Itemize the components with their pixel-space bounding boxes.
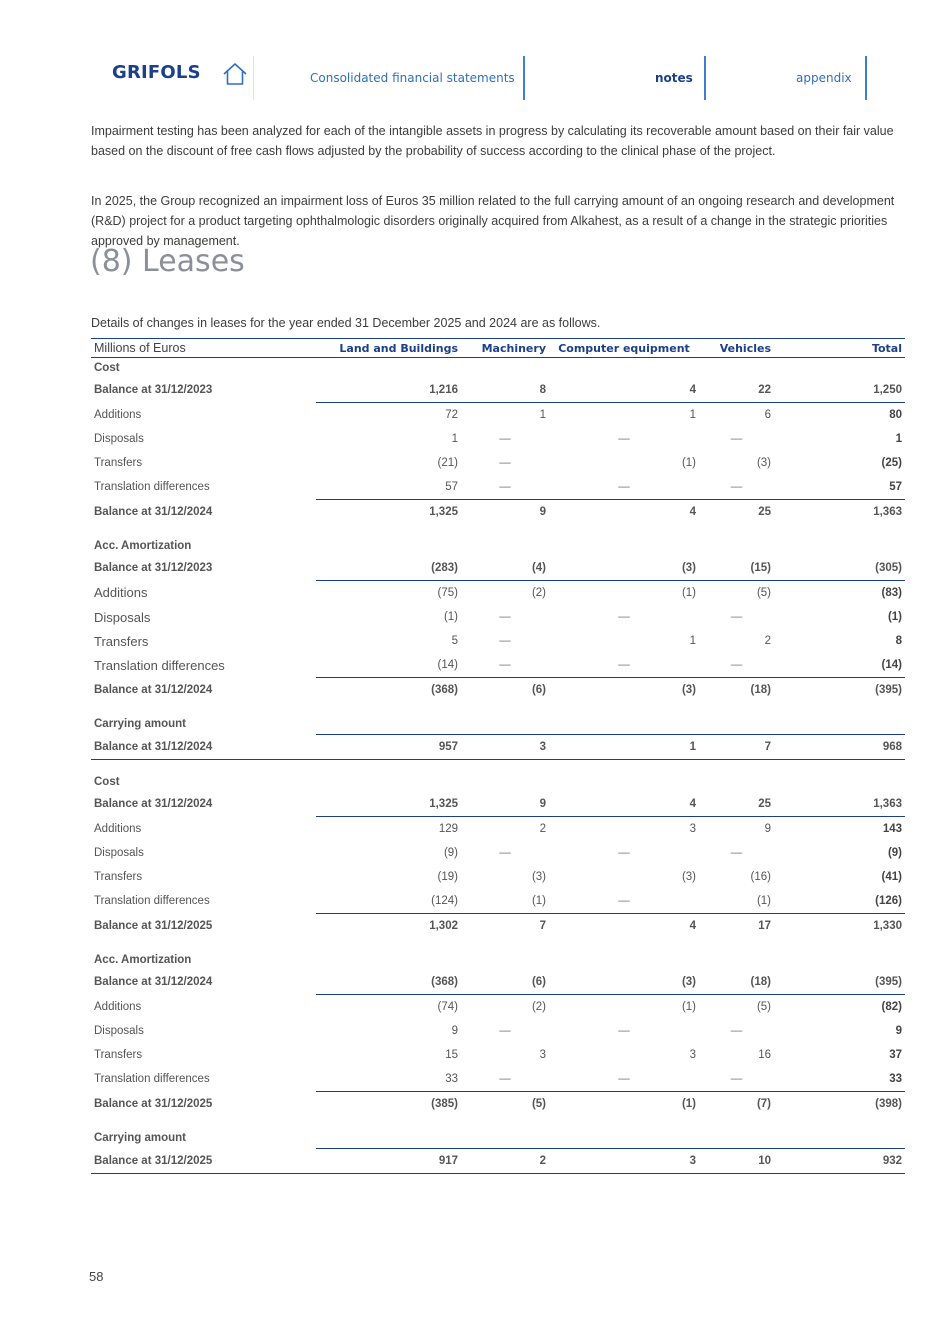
table-row <box>91 1067 905 1092</box>
empty-cell <box>461 358 549 379</box>
value-cell: — <box>730 481 743 493</box>
row-label: Disposals <box>94 1025 144 1037</box>
empty-cell <box>461 714 549 735</box>
value-cell: (368) <box>316 678 461 703</box>
empty-cell <box>316 536 461 556</box>
value-cell: (3) <box>549 970 699 995</box>
row-label: Transfers <box>94 633 149 649</box>
value-cell: (368) <box>316 970 461 995</box>
value-cell: 25 <box>699 500 774 525</box>
row-label: Translation differences <box>94 657 225 673</box>
empty-cell <box>316 772 461 792</box>
section-header-row <box>91 950 905 970</box>
total-cell: (126) <box>875 895 902 907</box>
value-cell: (18) <box>699 678 774 703</box>
value-cell: 4 <box>549 792 699 817</box>
total-cell: (41) <box>881 871 902 883</box>
value-cell: 1 <box>549 735 699 760</box>
value-cell: — <box>618 481 630 493</box>
row-label: Balance at 31/12/2024 <box>91 735 316 760</box>
value-cell: 9 <box>461 500 549 525</box>
row-label: Balance at 31/12/2025 <box>91 1149 316 1174</box>
row-label: Additions <box>94 1000 142 1013</box>
total-cell: 9 <box>895 1025 902 1037</box>
table-spacer <box>91 938 905 950</box>
section-header-row <box>91 536 905 556</box>
value-cell: — <box>499 481 511 493</box>
table-row <box>91 792 905 817</box>
total-cell: (305) <box>774 556 905 581</box>
total-cell: (83) <box>881 587 902 599</box>
value-cell: 17 <box>699 914 774 939</box>
value-cell: 33 <box>445 1073 458 1085</box>
value-cell: — <box>618 611 630 623</box>
value-cell: 1 <box>451 433 458 445</box>
total-cell: 143 <box>882 823 902 835</box>
table-row <box>91 914 905 939</box>
home-icon[interactable] <box>222 62 248 86</box>
column-header: Vehicles <box>699 339 774 358</box>
empty-cell <box>549 714 699 735</box>
row-label: Balance at 31/12/2025 <box>94 919 213 932</box>
empty-cell <box>699 358 774 379</box>
value-cell: 57 <box>445 481 458 493</box>
empty-cell <box>549 1128 699 1149</box>
row-label: Transfers <box>94 1049 143 1061</box>
total-cell: 33 <box>889 1073 902 1085</box>
value-cell: 3 <box>549 1149 699 1174</box>
value-cell: — <box>730 1073 743 1085</box>
spacer-cell <box>91 702 905 714</box>
value-cell: — <box>499 635 511 647</box>
total-cell: 1,363 <box>774 500 905 525</box>
spacer-cell <box>91 760 905 773</box>
value-cell: (5) <box>756 1001 771 1013</box>
value-cell: — <box>730 433 743 445</box>
empty-cell <box>774 536 905 556</box>
value-cell: (3) <box>756 457 771 469</box>
value-cell: (1) <box>681 1001 696 1013</box>
row-label: Translation differences <box>94 1073 210 1086</box>
value-cell: (1) <box>681 587 696 599</box>
value-cell: (6) <box>461 970 549 995</box>
value-cell: 7 <box>461 914 549 939</box>
row-label: Balance at 31/12/2024 <box>94 976 213 989</box>
total-cell: (395) <box>774 678 905 703</box>
table-spacer <box>91 702 905 714</box>
value-cell: (1) <box>756 895 771 907</box>
table-row <box>91 678 905 703</box>
value-cell: 16 <box>758 1049 771 1061</box>
nav-consolidated-financial-statements[interactable]: Consolidated financial statements <box>310 71 515 85</box>
total-cell: 932 <box>774 1149 905 1174</box>
row-label: Disposals <box>94 433 144 445</box>
total-cell: 1 <box>895 433 902 445</box>
section-header-row <box>91 772 905 792</box>
value-cell: 129 <box>438 823 458 835</box>
empty-cell <box>774 950 905 970</box>
row-label: Balance at 31/12/2023 <box>94 562 213 575</box>
table-row <box>91 889 905 914</box>
page-number: 58 <box>89 1269 104 1284</box>
value-cell: 22 <box>699 378 774 403</box>
row-label: Transfers <box>94 457 143 469</box>
value-cell: 3 <box>539 1049 546 1061</box>
value-cell: 1,302 <box>316 914 461 939</box>
value-cell: 2 <box>539 823 546 835</box>
table-row <box>91 865 905 889</box>
empty-cell <box>699 1128 774 1149</box>
value-cell: — <box>618 1073 630 1085</box>
grifols-logo[interactable]: GRIFOLS <box>112 62 201 83</box>
table-row <box>91 556 905 581</box>
empty-cell <box>774 358 905 379</box>
value-cell: 6 <box>764 409 771 421</box>
row-label: Balance at 31/12/2024 <box>94 505 213 518</box>
table-row <box>91 581 905 606</box>
total-cell: (398) <box>774 1092 905 1117</box>
value-cell: 72 <box>445 409 458 421</box>
table-row <box>91 1092 905 1117</box>
value-cell: 9 <box>461 792 549 817</box>
table-header-row <box>91 339 905 358</box>
row-label: Disposals <box>94 847 144 859</box>
value-cell: 1,325 <box>316 500 461 525</box>
empty-cell <box>461 1128 549 1149</box>
value-cell: — <box>730 611 743 623</box>
value-cell: 957 <box>316 735 461 760</box>
table-row <box>91 451 905 475</box>
row-label: Additions <box>94 408 142 421</box>
empty-cell <box>316 950 461 970</box>
value-cell: — <box>618 1025 630 1037</box>
value-cell: (124) <box>431 895 458 907</box>
value-cell: (1) <box>681 457 696 469</box>
table-row <box>91 653 905 678</box>
row-label: Balance at 31/12/2024 <box>94 798 213 811</box>
value-cell: (1) <box>549 1092 699 1117</box>
nav-notes[interactable]: notes <box>655 71 693 85</box>
leases-table <box>91 338 905 1174</box>
table-row <box>91 378 905 403</box>
row-label: Cost <box>94 776 120 788</box>
value-cell: (5) <box>756 587 771 599</box>
value-cell: (18) <box>699 970 774 995</box>
empty-cell <box>699 536 774 556</box>
row-label: Carrying amount <box>94 1132 187 1145</box>
table-row <box>91 1043 905 1067</box>
empty-cell <box>461 950 549 970</box>
table-row <box>91 605 905 629</box>
value-cell: 3 <box>689 1049 696 1061</box>
table-spacer <box>91 760 905 773</box>
value-cell: — <box>618 433 630 445</box>
empty-cell <box>549 772 699 792</box>
value-cell: 7 <box>699 735 774 760</box>
value-cell: (75) <box>437 587 458 599</box>
value-cell: (283) <box>316 556 461 581</box>
total-cell: 8 <box>895 635 902 647</box>
value-cell: 2 <box>461 1149 549 1174</box>
total-cell: 1,250 <box>774 378 905 403</box>
total-cell: (9) <box>887 847 902 859</box>
table-row <box>91 995 905 1020</box>
spacer-cell <box>91 524 905 536</box>
value-cell: 1,216 <box>316 378 461 403</box>
value-cell: — <box>618 847 630 859</box>
row-label: Acc. Amortization <box>94 540 192 552</box>
empty-cell <box>774 714 905 735</box>
nav-divider <box>253 56 254 100</box>
value-cell: 1 <box>689 409 696 421</box>
total-cell: (25) <box>881 457 902 469</box>
total-cell: 57 <box>889 481 902 493</box>
total-cell: (395) <box>774 970 905 995</box>
value-cell: (1) <box>443 611 458 623</box>
value-cell: (5) <box>461 1092 549 1117</box>
table-row <box>91 500 905 525</box>
total-cell: (1) <box>887 611 902 623</box>
table-spacer <box>91 1116 905 1128</box>
empty-cell <box>774 1128 905 1149</box>
section-header-row <box>91 714 905 735</box>
value-cell: (74) <box>437 1001 458 1013</box>
value-cell: 9 <box>764 823 771 835</box>
value-cell: — <box>499 433 511 445</box>
value-cell: (3) <box>531 871 546 883</box>
value-cell: 2 <box>764 635 771 647</box>
value-cell: — <box>499 1073 511 1085</box>
value-cell: 8 <box>461 378 549 403</box>
total-cell: 1,363 <box>774 792 905 817</box>
value-cell: — <box>618 895 630 907</box>
row-label: Disposals <box>94 609 151 625</box>
row-label: Additions <box>94 822 142 835</box>
value-cell: — <box>618 659 630 671</box>
total-cell: (14) <box>881 659 902 671</box>
empty-cell <box>699 950 774 970</box>
table-row <box>91 475 905 500</box>
paragraph-impairment-testing: Impairment testing has been analyzed for each of the intangible assets in progress by calculating its recoverable amount based on their fair value based on the discount of free cash flows adjusted by the probability of success according to the clinical phase of the project. <box>91 124 894 158</box>
spacer-cell <box>91 938 905 950</box>
value-cell: — <box>499 659 511 671</box>
total-cell: 80 <box>889 409 902 421</box>
value-cell: — <box>499 847 511 859</box>
value-cell: 3 <box>689 823 696 835</box>
value-cell: (3) <box>549 678 699 703</box>
value-cell: 15 <box>445 1049 458 1061</box>
row-label: Transfers <box>94 871 143 883</box>
nav-divider <box>704 56 706 100</box>
spacer-cell <box>91 1116 905 1128</box>
value-cell: — <box>730 847 743 859</box>
value-cell: — <box>730 659 743 671</box>
value-cell: (4) <box>461 556 549 581</box>
column-header: Millions of Euros <box>91 339 316 358</box>
empty-cell <box>699 714 774 735</box>
section-header-row <box>91 358 905 379</box>
row-label: Additions <box>94 585 148 601</box>
value-cell: (2) <box>531 1001 546 1013</box>
row-label: Carrying amount <box>94 718 187 731</box>
value-cell: 5 <box>451 635 458 647</box>
table-row <box>91 970 905 995</box>
value-cell: — <box>730 1025 743 1037</box>
table-row <box>91 1149 905 1174</box>
empty-cell <box>316 714 461 735</box>
table-row <box>91 817 905 842</box>
column-header: Land and Buildings <box>316 339 461 358</box>
value-cell: 4 <box>549 378 699 403</box>
value-cell: 4 <box>549 914 699 939</box>
row-label: Translation differences <box>94 895 210 908</box>
row-label: Balance at 31/12/2024 <box>94 683 213 696</box>
empty-cell <box>549 358 699 379</box>
paragraph-impairment-loss: In 2025, the Group recognized an impairment loss of Euros 35 million related to the full carrying amount of an ongoing research and development (R&D) project for a product targeting ophthalmologic disorders originally acquired from Alkahest, as a result of a change in the strategic priorities approved by management. <box>91 194 895 248</box>
nav-divider <box>523 56 525 100</box>
table-spacer <box>91 524 905 536</box>
value-cell: (9) <box>443 847 458 859</box>
row-label: Translation differences <box>94 481 210 494</box>
table-row <box>91 427 905 451</box>
empty-cell <box>549 950 699 970</box>
value-cell: 917 <box>316 1149 461 1174</box>
value-cell: 9 <box>451 1025 458 1037</box>
value-cell: (1) <box>531 895 546 907</box>
total-cell: (82) <box>881 1001 902 1013</box>
value-cell: (14) <box>437 659 458 671</box>
empty-cell <box>316 1128 461 1149</box>
total-cell: 37 <box>889 1049 902 1061</box>
row-label: Cost <box>94 362 120 374</box>
value-cell: (16) <box>750 871 771 883</box>
value-cell: (3) <box>681 871 696 883</box>
empty-cell <box>461 536 549 556</box>
empty-cell <box>316 358 461 379</box>
value-cell: — <box>499 457 511 469</box>
value-cell: — <box>499 1025 511 1037</box>
value-cell: 1,325 <box>316 792 461 817</box>
value-cell: (6) <box>461 678 549 703</box>
section-header-row <box>91 1128 905 1149</box>
row-label: Balance at 31/12/2025 <box>94 1097 213 1110</box>
value-cell: (15) <box>699 556 774 581</box>
table-row <box>91 1019 905 1043</box>
empty-cell <box>549 536 699 556</box>
table-row <box>91 735 905 760</box>
empty-cell <box>699 772 774 792</box>
table-row <box>91 629 905 653</box>
nav-divider <box>865 56 867 100</box>
table-row <box>91 403 905 428</box>
row-label: Acc. Amortization <box>94 954 192 966</box>
value-cell: (2) <box>531 587 546 599</box>
column-header: Computer equipment <box>549 339 699 358</box>
value-cell: 3 <box>461 735 549 760</box>
table-row <box>91 841 905 865</box>
total-cell: 968 <box>774 735 905 760</box>
value-cell: (3) <box>549 556 699 581</box>
value-cell: 25 <box>699 792 774 817</box>
empty-cell <box>461 772 549 792</box>
value-cell: (7) <box>699 1092 774 1117</box>
value-cell: 1 <box>539 409 546 421</box>
section-intro: Details of changes in leases for the year ended 31 December 2025 and 2024 are as follows. <box>91 316 601 330</box>
value-cell: (19) <box>437 871 458 883</box>
value-cell: (21) <box>437 457 458 469</box>
row-label: Balance at 31/12/2023 <box>94 384 213 397</box>
value-cell: 1 <box>689 635 696 647</box>
empty-cell <box>774 772 905 792</box>
total-cell: 1,330 <box>774 914 905 939</box>
value-cell: 4 <box>549 500 699 525</box>
column-header: Machinery <box>461 339 549 358</box>
value-cell: 10 <box>699 1149 774 1174</box>
column-header: Total <box>774 339 905 358</box>
section-title: (8) Leases <box>90 244 245 279</box>
value-cell: — <box>499 611 511 623</box>
nav-appendix[interactable]: appendix <box>796 71 852 85</box>
value-cell: (385) <box>316 1092 461 1117</box>
